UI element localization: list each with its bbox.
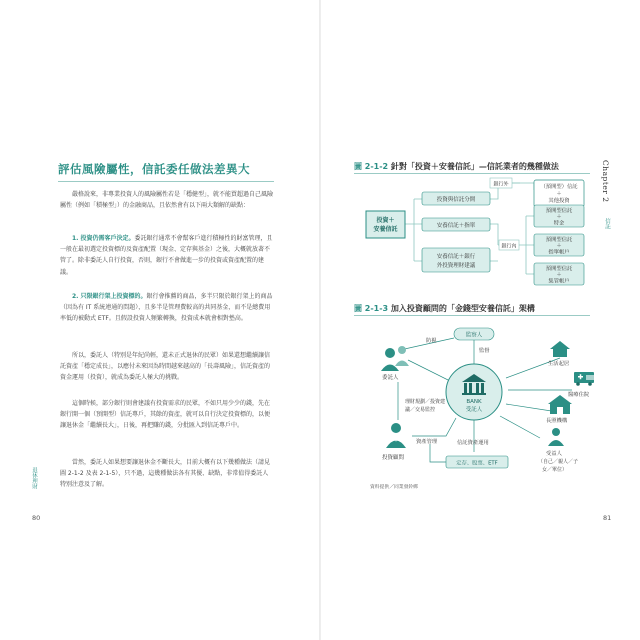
branch-3-line-1: 安養信託＋銀行 (436, 254, 476, 260)
center-line-1: 投資＋ (376, 217, 395, 224)
care-label: 長照機構 (546, 418, 568, 424)
plan-line-2: 議／交易監控 (405, 407, 436, 413)
home-hands-icon (550, 341, 570, 357)
paragraph-1: 嚴格說來，非專業投資人的風險屬性若是「穩健型」，就不能買超過自己風險屬性（例如「積極型」）的金融商品，且依然會有以下兩大類解的缺點： (60, 191, 274, 210)
in-box-2-line-1: 預開型信託 (545, 237, 573, 243)
figure-1-caption: 針對「投資＋安養信託」—信託業者的幾種做法 (390, 162, 559, 171)
etf-label: 定存、股票、ETF (456, 460, 498, 467)
settlor-label: 委託人 (382, 375, 399, 381)
paragraph-3-heading: 2. 只限銀行架上投資標的。 (72, 293, 147, 300)
prevent-label: 防視 (426, 338, 437, 344)
beneficiary-line-2: （自己／親人／子 (538, 459, 579, 465)
beneficiary-icon (548, 428, 564, 446)
settlor-bank-line (408, 360, 452, 382)
out-box-line-3: 其他投資 (548, 198, 570, 204)
supervisor-label: 監察人 (465, 332, 483, 339)
advisor-label: 投資顧問 (382, 455, 405, 461)
advisor-icon (386, 423, 406, 448)
bank-beneficiary-line (500, 416, 540, 438)
bank-label: BANK (466, 399, 482, 405)
advisor-bank-line (412, 418, 456, 436)
in-box-3-line-3: 集管帳戶 (548, 278, 570, 285)
in-box-3-line-1: 預開型信託 (545, 266, 573, 272)
asset-mgmt-label: 資產管理 (416, 439, 438, 445)
in-box-1-line-1: 預開型信託 (545, 208, 573, 214)
in-box-2-line-3: 指單帳戶 (548, 249, 570, 256)
paragraph-6: 當然，委託人如果想要讓退休金不斷長大，目前大概有以下幾種做法（請見圖 2-1-2 及表 2-1-5），只不過，這幾種做法各有其優、缺點，非常值得委託人特別注意及了解。 (60, 459, 271, 489)
settlor-icon (381, 346, 409, 371)
beneficiary-line-3: 女／單位） (542, 467, 568, 473)
bank-in-label: 銀行內 (501, 243, 517, 250)
living-label: 生活起居 (548, 361, 570, 367)
paragraph-3-body: 銀行會推薦的商品，多半只限於銀行架上的商品（因為有 IT 系統連通的問題），且多半是管理費較高的共同基金，而不是總費用率低的被動式 ETF。且假設投資人頻繁轉換，投資成本就會相對墊高。 (60, 293, 273, 323)
paragraph-2-body: 委託銀行通常不會幫客戶進行積極性的財富管理，且一般在最初選定投資標的及資產配置（現金、定存與基金）之後，大概就放著不管了。除非委託人自行投資，否則，銀行不會做進一步的投資或資產配置的建議。 (60, 235, 273, 276)
paragraph-2-heading: 1. 投資仍需客戶決定。 (72, 235, 135, 242)
beneficiary-line-1: 受益人 (546, 451, 562, 457)
ambulance-icon (574, 372, 594, 386)
branch-2-label: 安養信託＋指單 (436, 223, 476, 229)
asset-mgmt-line (430, 444, 448, 462)
chapter-label: Chapter 2 (601, 160, 610, 203)
branch-1-label: 投資與信託分開 (436, 197, 476, 203)
in-box-3-line-2: ＋ (556, 272, 562, 278)
section-title: 評估風險屬性，信託委任做法差異大 (58, 162, 250, 176)
in-box-1-line-2: ＋ (556, 214, 562, 220)
paragraph-5: 這個時候，部分銀行則會建議有投資需求的民眾，不如只用少少的錢，先在銀行開一個（預開型）信託專戶，其餘的資產，就可以自行決定投資標的，以便讓退休金「繼續長大」，日後，再把賺的錢，分批匯入到信託專戶中。 (60, 400, 271, 430)
page-number-left: 80 (32, 514, 41, 522)
chapter-sub-label: 信託 (604, 218, 610, 229)
bank-out-label: 銀行外 (493, 181, 509, 188)
in-box-1-line-3: 特金 (553, 220, 565, 227)
source-note: 資料提供／同業發鈴綁 (370, 485, 418, 490)
trustee-label: 受託人 (465, 407, 483, 413)
side-label: 退休理財 (31, 467, 37, 489)
plan-line-1: 理財規劃／投資建 (405, 399, 446, 405)
trust-use-label: 信託資產運用 (457, 440, 489, 446)
medical-label: 醫療住院 (568, 392, 590, 398)
figure-2-number: 圖 2-1-3 (354, 304, 391, 313)
supervise-label: 監督 (479, 348, 490, 354)
out-box-line-2: ＋ (556, 191, 562, 197)
figure-2-caption: 加入投資顧問的「金錢型安養信託」架構 (390, 304, 535, 313)
out-box-line-1: （預開型）信託 (540, 184, 578, 190)
paragraph-4: 所以，委託人（特別是年紀尚輕，還未正式退休的民眾）如果還想繼續讓信託資產「穩定成長」，以應付未來因為時間越來越高的「長壽風險」，信託資產的資金運用（投資），就成為委託人極大的挑戰。 (60, 352, 271, 382)
branch-3-line-2: 外投資理財建議 (436, 263, 476, 269)
in-box-2-line-2: ＋ (556, 243, 562, 249)
page-number-right: 81 (603, 514, 612, 522)
figure-1-number: 圖 2-1-2 (354, 162, 391, 171)
center-line-2: 安養信託 (373, 226, 398, 233)
